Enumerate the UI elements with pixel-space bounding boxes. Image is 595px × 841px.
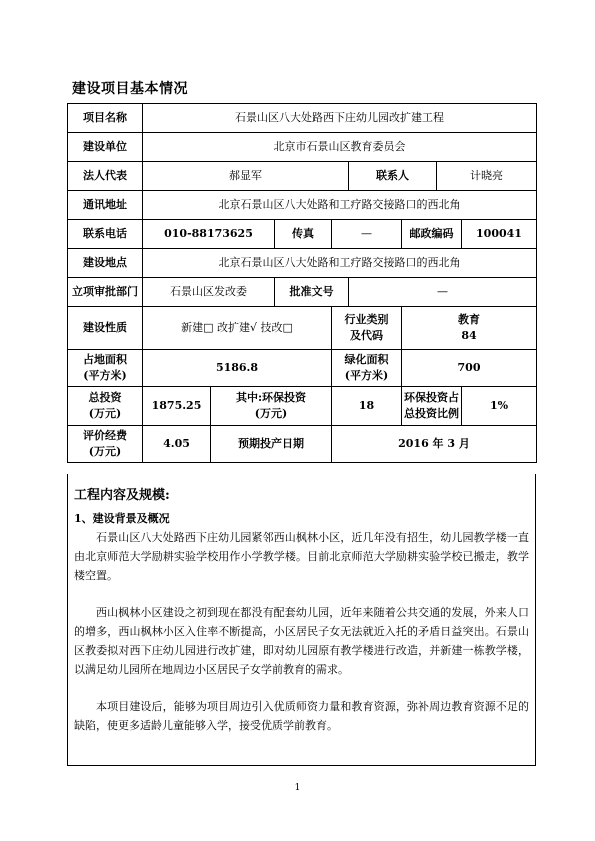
env-invest-label: [211, 387, 332, 426]
fax-value: —: [332, 220, 402, 249]
industry-label-line1: 行业类别: [344, 313, 389, 326]
table-row: [68, 350, 537, 387]
unit-value: 北京市石景山区教育委员会: [143, 133, 537, 162]
area-label: [68, 350, 143, 387]
page-title: 建设项目基本情况: [72, 81, 188, 97]
env-invest-value: 18: [332, 387, 402, 426]
prod-date-value: 2016 年 3 月: [332, 426, 537, 463]
project-name-value: 石景山区八大处路西下庄幼儿园改扩建工程: [143, 104, 537, 133]
paragraph: 本项目建设后，能够为项目周边引入优质师资力量和教育资源，弥补周边教育资源不足的缺陷，使更多适龄儿童能够入学，接受优质学前教育。: [74, 700, 529, 732]
green-label-line2: (平方米): [344, 369, 389, 382]
site-value: 北京石景山区八大处路和工疗路交接路口的西北角: [143, 249, 537, 278]
contact-value: 计晓亮: [437, 162, 537, 191]
green-label-line1: 绿化面积: [344, 353, 389, 366]
eval-fee-label-line2: (万元): [88, 445, 122, 458]
address-label: 通讯地址: [68, 191, 143, 220]
phone-value: 010-88173625: [143, 220, 275, 249]
env-ratio-label-line2: 总投资比例: [404, 407, 459, 420]
industry-label: [332, 307, 402, 350]
area-value: 5186.8: [143, 350, 332, 387]
fax-label: 传真: [275, 220, 332, 249]
project-content-box: [67, 474, 536, 766]
table-row: [68, 133, 537, 162]
legal-rep-value: 郝显军: [143, 162, 349, 191]
approval-dept-label: 立项审批部门: [68, 278, 143, 307]
approval-no-label: 批准文号: [275, 278, 349, 307]
table-row: [68, 249, 537, 278]
postcode-label: 邮政编码: [402, 220, 462, 249]
phone-label: 联系电话: [68, 220, 143, 249]
invest-label-line2: (万元): [88, 407, 122, 420]
env-invest-label-line2: (万元): [254, 407, 288, 420]
nature-label: 建设性质: [68, 307, 143, 350]
table-row: [68, 307, 537, 350]
table-row: [68, 162, 537, 191]
eval-fee-label: [68, 426, 143, 463]
approval-dept-value: 石景山区发改委: [143, 278, 275, 307]
page-number: 1: [294, 783, 301, 793]
site-label: 建设地点: [68, 249, 143, 278]
table-row: [68, 191, 537, 220]
table-row: [68, 104, 537, 133]
paragraph: 西山枫林小区建设之初到现在都没有配套幼儿园，近年来随着公共交通的发展，外来人口的增多，西山枫林小区入住率不断提高，小区居民子女无法就近入托的矛盾日益突出。石景山区教委拟对西下庄幼儿园进行改扩建，即对幼儿园原有教学楼进行改造，并新建一栋教学楼，以满足幼儿园所在地周边小区居民子女学前教育的需求。: [74, 606, 529, 676]
subsection-title: 1、建设背景及概况: [74, 512, 170, 525]
address-value: 北京石景山区八大处路和工疗路交接路口的西北角: [143, 191, 537, 220]
paragraph: 石景山区八大处路西下庄幼儿园紧邻西山枫林小区，近几年没有招生，幼儿园教学楼一直由北京师范大学励耕实验学校用作小学教学楼。目前北京师范大学励耕实验学校已搬走，教学楼空置。: [74, 531, 529, 582]
section-title: 工程内容及规模:: [74, 488, 170, 503]
table-row: [68, 220, 537, 249]
nature-value: 新建□ 改扩建√ 技改□: [143, 307, 332, 350]
industry-value: [402, 307, 537, 350]
project-info-table: [67, 103, 537, 463]
area-label-line2: (平方米): [83, 369, 127, 382]
env-ratio-value: 1%: [462, 387, 537, 426]
env-invest-label-line1: 其中:环保投资: [235, 391, 307, 404]
industry-value-line1: 教育: [458, 313, 480, 326]
invest-label: [68, 387, 143, 426]
industry-label-line2: 及代码: [350, 329, 383, 342]
invest-value: 1875.25: [143, 387, 211, 426]
legal-rep-label: 法人代表: [68, 162, 143, 191]
industry-value-line2: 84: [461, 329, 477, 342]
area-label-line1: 占地面积: [83, 353, 127, 366]
green-label: [332, 350, 402, 387]
env-ratio-label-line1: 环保投资占: [404, 391, 459, 404]
table-row: [68, 387, 537, 426]
project-name-label: 项目名称: [68, 104, 143, 133]
green-value: 700: [402, 350, 537, 387]
eval-fee-value: 4.05: [143, 426, 211, 463]
eval-fee-label-line1: 评价经费: [83, 429, 127, 442]
table-row: [68, 426, 537, 463]
env-ratio-label: [402, 387, 462, 426]
table-row: [68, 278, 537, 307]
prod-date-label: 预期投产日期: [211, 426, 332, 463]
postcode-value: 100041: [462, 220, 537, 249]
invest-label-line1: 总投资: [88, 391, 122, 404]
unit-label: 建设单位: [68, 133, 143, 162]
approval-no-value: —: [349, 278, 537, 307]
contact-label: 联系人: [349, 162, 437, 191]
